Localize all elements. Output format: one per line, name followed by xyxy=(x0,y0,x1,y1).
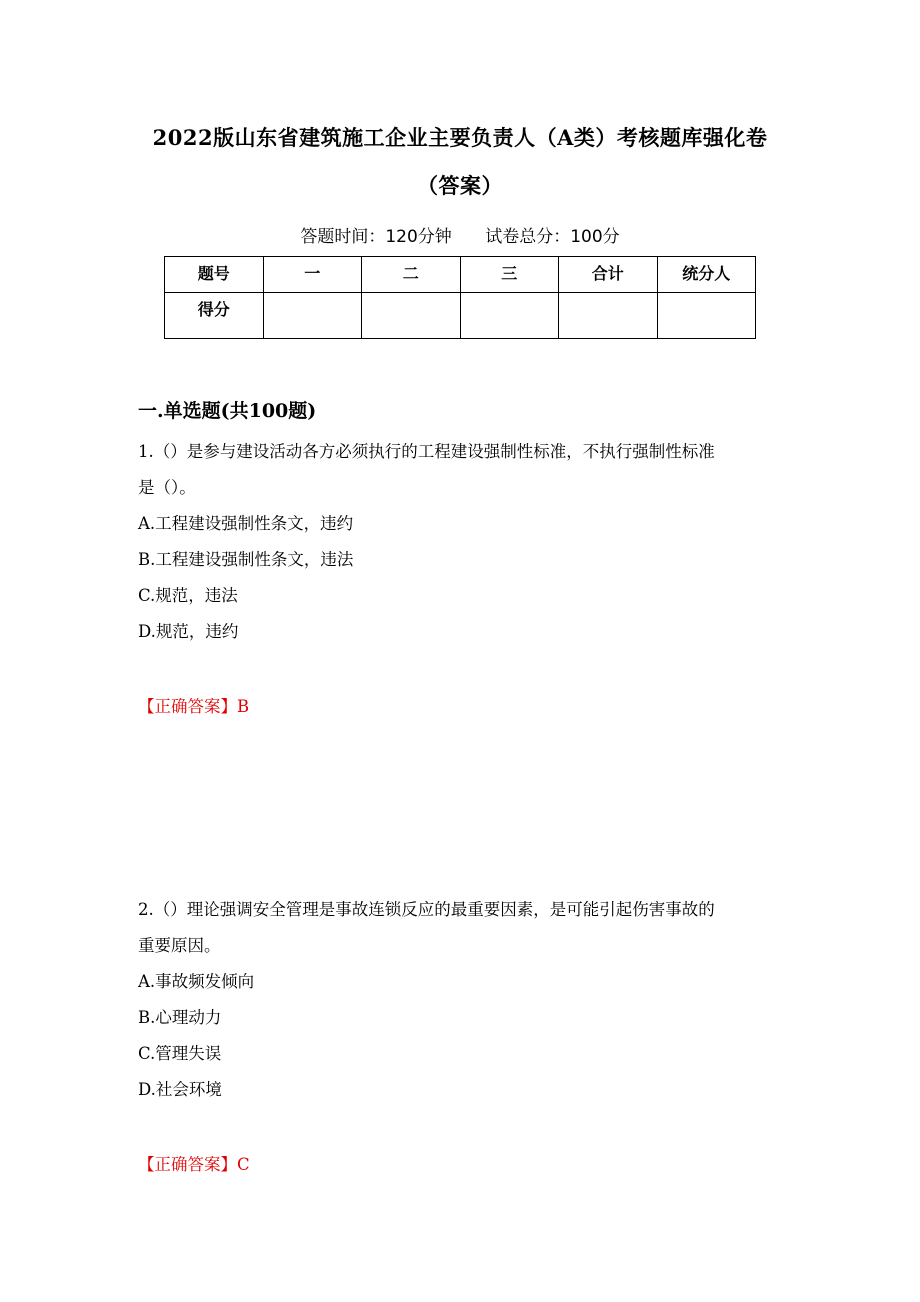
score-table-header-row xyxy=(165,257,756,293)
option-b: B.工程建设强制性条文，违法 xyxy=(138,550,354,569)
question-stem: 是（）。 xyxy=(138,478,196,497)
document-title: 2022版山东省建筑施工企业主要负责人（A类）考核题库强化卷 xyxy=(152,125,768,150)
correct-answer-1: 【正确答案】B xyxy=(138,697,250,716)
section-title: 一.单选题(共100题) xyxy=(138,400,317,422)
score-header-cell: 三 xyxy=(460,257,559,293)
question-stem: 重要原因。 xyxy=(138,936,221,955)
score-table-score-row xyxy=(165,293,756,339)
exam-meta xyxy=(0,222,920,247)
correct-answer-2: 【正确答案】C xyxy=(138,1155,250,1174)
option-a: A.事故频发倾向 xyxy=(138,972,255,991)
option-b: B.心理动力 xyxy=(138,1008,222,1027)
option-c: C.管理失误 xyxy=(138,1044,222,1063)
score-header-cell: 合计 xyxy=(559,257,658,293)
document-subtitle: （答案） xyxy=(417,173,503,198)
score-row-label: 得分 xyxy=(165,293,264,339)
question-stem: 2.（）理论强调安全管理是事故连锁反应的最重要因素，是可能引起伤害事故的 xyxy=(138,900,715,919)
option-d: D.规范，违约 xyxy=(138,622,239,641)
total-score-label: 试卷总分：100分 xyxy=(485,227,620,247)
score-table xyxy=(164,256,756,339)
score-header-cell: 一 xyxy=(263,257,362,293)
score-header-cell: 统分人 xyxy=(657,257,756,293)
option-d: D.社会环境 xyxy=(138,1080,222,1099)
score-cell[interactable] xyxy=(657,293,756,339)
score-header-cell: 题号 xyxy=(165,257,264,293)
option-a: A.工程建设强制性条文，违约 xyxy=(138,514,354,533)
score-cell[interactable] xyxy=(460,293,559,339)
question-2 xyxy=(138,892,788,1108)
score-cell[interactable] xyxy=(263,293,362,339)
score-cell[interactable] xyxy=(362,293,461,339)
question-1 xyxy=(138,434,788,650)
score-header-cell: 二 xyxy=(362,257,461,293)
option-c: C.规范，违法 xyxy=(138,586,238,605)
time-label: 答题时间：120分钟 xyxy=(300,227,452,247)
score-cell[interactable] xyxy=(559,293,658,339)
question-stem: 1.（）是参与建设活动各方必须执行的工程建设强制性标准，不执行强制性标准 xyxy=(138,442,715,461)
